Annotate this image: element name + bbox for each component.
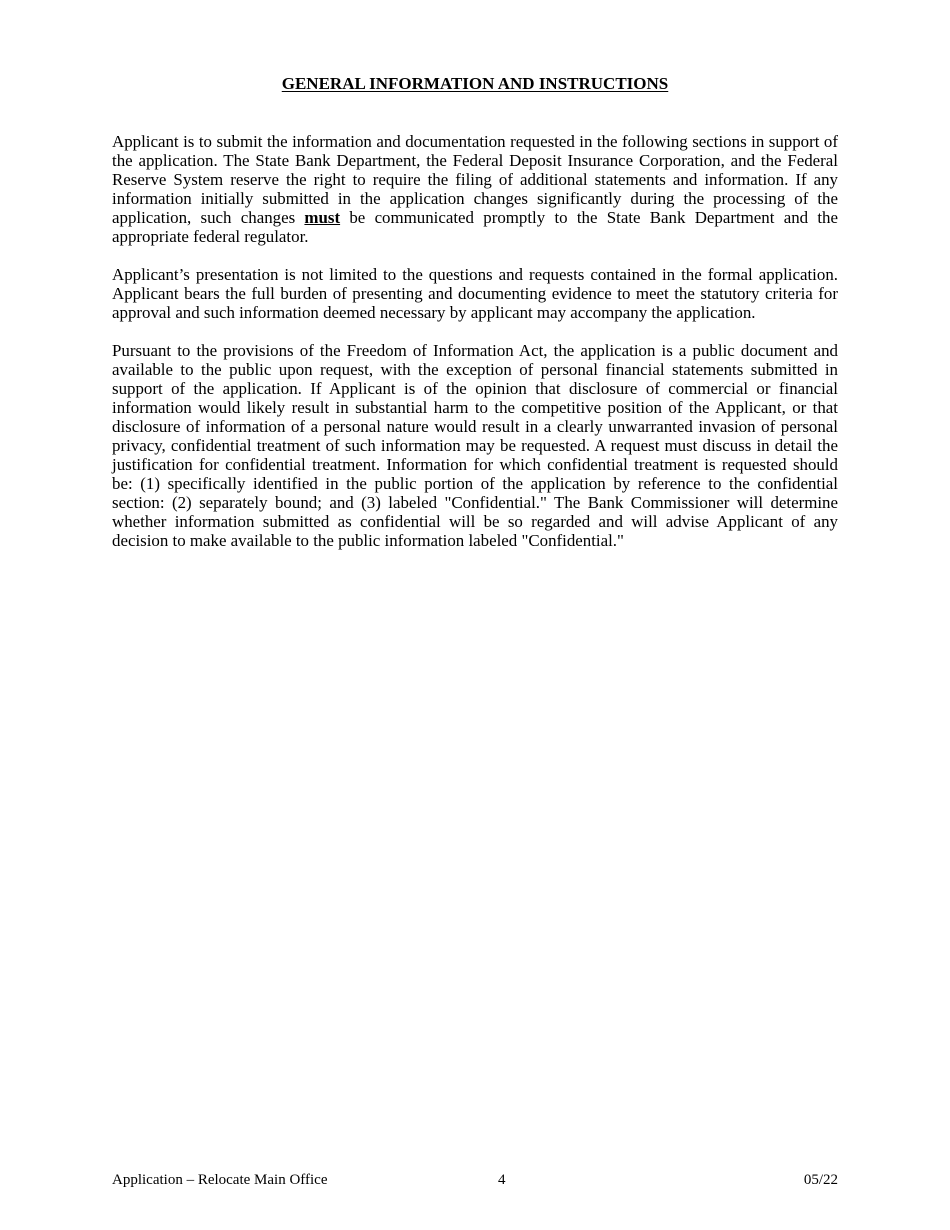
paragraph-submission-requirements	[112, 132, 838, 246]
paragraph-freedom-of-information: Pursuant to the provisions of the Freedom of Information Act, the application is a public document and available to the public upon request, with the exception of personal financial statements submitted in support of the application. If Applicant is of the opinion that disclosure of commercial or financial information would likely result in substantial harm to the competitive position of the Applicant, or that disclosure of information of a personal nature would result in a clearly unwarranted invasion of personal privacy, confidential treatment of such information may be requested. A request must discuss in detail the justification for confidential treatment. Information for which confidential treatment is requested should be: (1) specifically identified in the public portion of the application by reference to the confidential section: (2) separately bound; and (3) labeled "Confidential." The Bank Commissioner will determine whether information submitted as confidential will be so regarded and will advise Applicant of any decision to make available to the public information labeled "Confidential."	[112, 341, 838, 550]
page-title: GENERAL INFORMATION AND INSTRUCTIONS	[281, 74, 669, 93]
paragraph-text: Applicant is to submit the information and documentation requested in the following sections in support of the application. The State Bank Department, the Federal Deposit Insurance Corporation, and the Federal Reserve System reserve the right to require the filing of additional statements and information. If any information initially submitted in the application changes significantly during the processing of the application, such changes	[112, 132, 838, 227]
document-body	[112, 132, 838, 569]
page-footer	[112, 1171, 838, 1191]
footer-page-number: 4	[498, 1172, 506, 1188]
footer-document-name: Application – Relocate Main Office	[112, 1172, 328, 1188]
footer-date: 05/22	[803, 1172, 838, 1188]
paragraph-applicant-presentation: Applicant’s presentation is not limited to the questions and requests contained in the formal application. Applicant bears the full burden of presenting and documenting evidence to meet the statutory criteria for approval and such information deemed necessary by applicant may accompany the application.	[112, 265, 838, 322]
emphasized-word: must	[304, 208, 341, 227]
paragraph-text: be communicated promptly to the State Bank Department and the appropriate federal regulator.	[112, 208, 838, 246]
